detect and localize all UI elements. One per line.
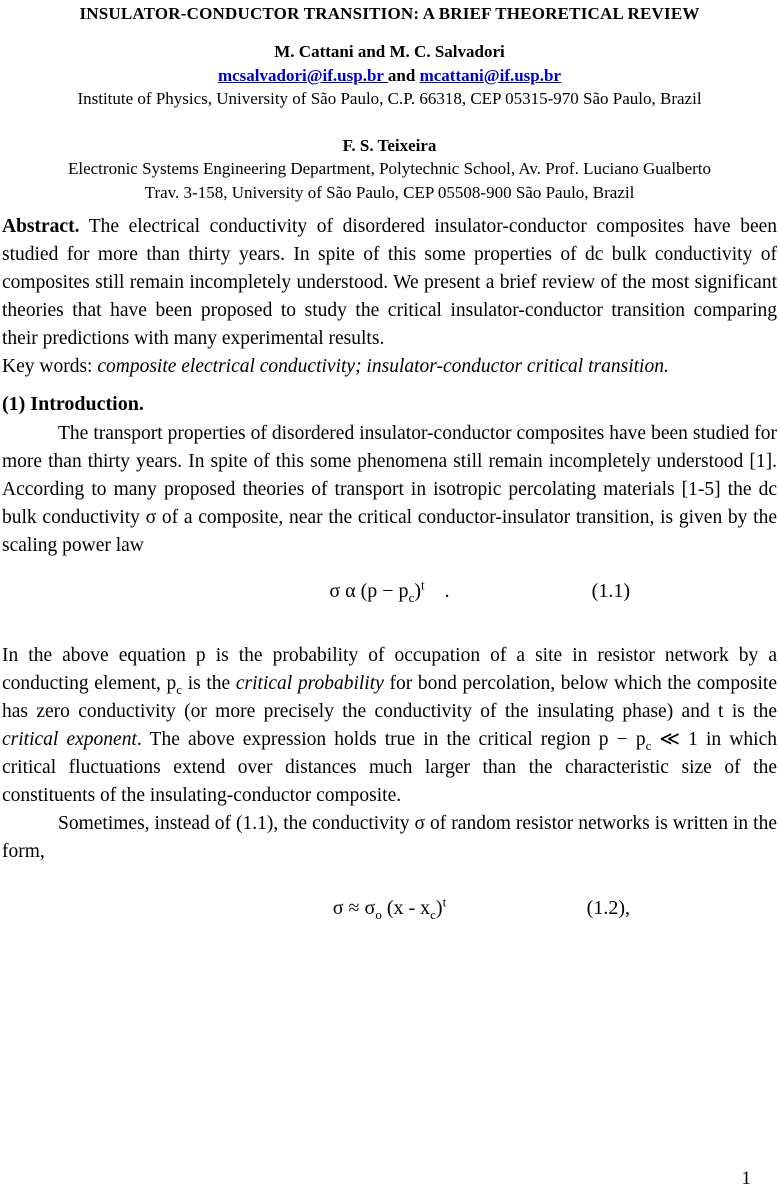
author-2: F. S. Teixeira	[342, 135, 437, 155]
page-number: 1	[741, 1168, 751, 1189]
email-link[interactable]: mcsalvadori@if.usp.br	[217, 65, 388, 85]
equation-1-1-label: (1.1)	[591, 580, 630, 602]
equation-1-2-body: $\sigma \approx \sigma_o$ $(x - x_c)^t$	[332, 894, 447, 922]
paper-title: INSULATOR-CONDUCTOR TRANSITION: A BRIEF THEORETICAL REVIEW	[79, 4, 700, 23]
abstract-paragraph: Abstract. The electrical conductivity of disordered insulator-conductor composites have been studied for more than thirty years. In spite of this some properties of dc bulk conductivity of composites still remain incompletely understood. We present a brief review of the most significant theories that have been proposed to study the critical insulator-conductor transition comparing their predictions with many experimental results.	[2, 216, 777, 349]
author-block-2	[2, 134, 777, 205]
keywords-line: Key words: composite electrical conductivity; insulator-conductor critical transition.	[2, 356, 669, 377]
affiliation-2: Electronic Systems Engineering Department, Polytechnic School, Av. Prof. Luciano Gualberto	[67, 159, 711, 178]
equation-1-2-label: (1.2),	[586, 897, 630, 919]
affiliation-3: Trav. 3-158, University of São Paulo, CEP 05508-900 São Paulo, Brazil	[144, 182, 635, 202]
email-line: mcsalvadori@if.usp.br and mcattani@if.usp.br	[217, 65, 562, 85]
intro-paragraph-2: In the above equation p is the probability of occupation of a site in resistor network by a conducting element, $p_c$ is the critical probability for bond percolation, below which the composite has zero conductivity (or more precisely the conductivity of the insulating phase) and t is the critical exponent. The above expression holds true in the critical region $p - p_c$ ≪ 1 in which critical fluctuations extend over distances much larger than the characteristic size of the constituents of the insulating-conductor composite.	[2, 645, 777, 806]
intro-paragraph-3: Sometimes, instead of (1.1), the conductivity σ of random resistor networks is written in the form,	[2, 813, 777, 862]
equation-1-2	[2, 894, 777, 922]
intro-paragraph-1: The transport properties of disordered insulator-conductor composites have been studied for more than thirty years. In spite of this some phenomena still remain incompletely understood [1]. According to many proposed theories of transport in isotropic percolating materials [1-5] the dc bulk conductivity σ of a composite, near the critical conductor-insulator transition, is given by the scaling power law	[2, 423, 777, 556]
author-block-1	[2, 40, 777, 111]
authors-line: M. Cattani and M. C. Salvadori	[274, 42, 505, 61]
equation-1-1-body: σ α $(p - p_c)^t$ .	[329, 577, 450, 605]
section-heading-introduction: (1) Introduction.	[2, 393, 144, 415]
affiliation-1: Institute of Physics, University of São Paulo, C.P. 66318, CEP 05315-970 São Paulo, Brazil	[77, 89, 702, 108]
email-link[interactable]: mcattani@if.usp.br	[419, 65, 562, 85]
equation-1-1	[2, 577, 777, 605]
